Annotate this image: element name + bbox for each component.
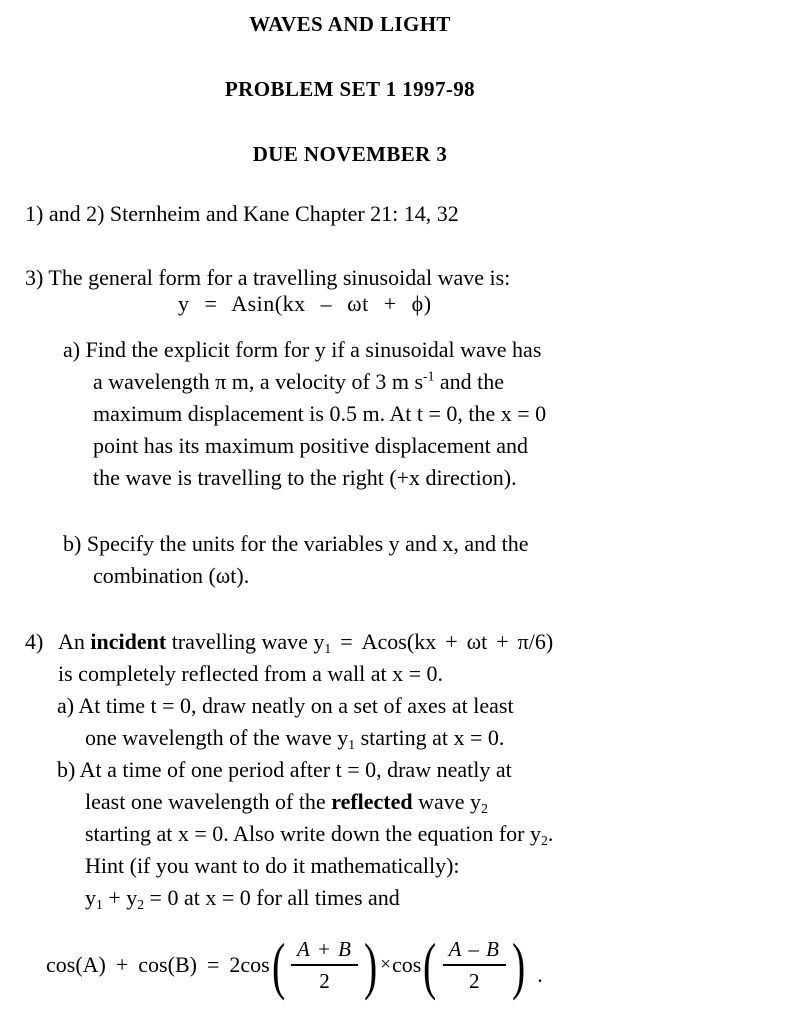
eq-plus-operator: + [383, 291, 397, 316]
eq4-plus-1: + [445, 629, 458, 654]
item-4b-line-3 [85, 818, 553, 850]
equation-general-wave [178, 288, 432, 320]
item-3b-text-1: Specify the units for the variables y and x, and the [86, 531, 529, 556]
problem-item-3-stem: 3) The general form for a travelling sinusoidal wave is: [25, 265, 511, 290]
problem-item-3a [63, 334, 546, 494]
wave-subscript-2b: 2 [541, 832, 548, 848]
item-4a-label: a) [57, 693, 75, 718]
trig-second-cos: cos [392, 952, 422, 977]
problem-item-4b [57, 754, 553, 914]
item-4b-keyword-reflected: reflected [331, 789, 413, 814]
trig-plus-operator: + [115, 952, 129, 977]
item-4b-text-2-pre: least one wavelength of the [85, 789, 332, 814]
course-title: WAVES AND LIGHT [249, 12, 451, 36]
eq-rhs-prefix: Asin(kx [231, 291, 306, 316]
fraction-2-numerator [443, 937, 506, 963]
item-4b-line-2 [85, 786, 553, 818]
item-4b-text-3-post: . [547, 821, 554, 846]
eq-minus-operator: – [320, 291, 333, 316]
item-4b-text-3-pre: starting at x = 0. Also write down the equation for y [85, 821, 541, 846]
fraction-a-minus-b [443, 937, 506, 994]
fraction-2-denominator: 2 [469, 968, 480, 993]
item-4-number: 4) [25, 629, 44, 654]
bc-subscript-1: 1 [96, 896, 103, 912]
item-3a-text-1: Find the explicit form for y if a sinusoidal wave has [85, 337, 542, 362]
paren-open-1: ( [271, 930, 285, 1002]
eq-omega-t: ωt [347, 291, 369, 316]
eq4-lhs-y: y [313, 629, 325, 654]
multiplication-icon: × [380, 954, 391, 975]
trig-two-cos: 2cos [229, 952, 270, 977]
frac2-a: A [448, 936, 463, 961]
eq-equals: = [204, 291, 218, 316]
item-3a-line-5: the wave is travelling to the right (+x direction). [93, 465, 517, 490]
trailing-period: . [537, 962, 543, 987]
equation-trig-identity [46, 925, 543, 1005]
item-4b-label: b) [57, 757, 76, 782]
wave-subscript-2: 2 [481, 800, 488, 816]
trig-lhs-cos-b: cos(B) [138, 952, 197, 977]
item-3a-text-2-pre: a wavelength π m, a velocity of 3 m s [93, 369, 424, 394]
trig-equals: = [206, 952, 220, 977]
bc-subscript-2: 2 [137, 896, 145, 912]
equation-incident-wave [313, 629, 553, 654]
item-4a-text-1: At time t = 0, draw neatly on a set of axes at least [78, 693, 514, 718]
item-4a-text-2-pre: one wavelength of the wave y [85, 725, 349, 750]
item-4-line-1 [25, 626, 553, 658]
fraction-2-bar [443, 964, 506, 966]
item-4a-line-1 [57, 690, 514, 722]
item-4b-text-2-post: wave y [412, 789, 482, 814]
eq4-rhs-prefix: Acos(kx [361, 629, 437, 654]
item-3a-text-2-post: and the [434, 369, 505, 394]
problem-item-4a [57, 690, 514, 754]
item-3b-label: b) [63, 531, 82, 556]
eq4-equals: = [340, 629, 353, 654]
item-3a-label: a) [63, 337, 81, 362]
item-4a-text-2-post: starting at x = 0. [355, 725, 505, 750]
unit-exponent: -1 [423, 368, 435, 384]
frac1-operator: + [316, 936, 332, 961]
item-4-line-2: is completely reflected from a wall at x = 0. [58, 661, 444, 686]
item-3a-line-4: point has its maximum positive displacement and [93, 433, 529, 458]
frac2-operator: – [468, 936, 480, 961]
item-3a-line-1 [63, 334, 546, 366]
item-3a-line-3: maximum displacement is 0.5 m. At t = 0, the x = 0 [93, 401, 547, 426]
eq-phi-term: ϕ) [411, 291, 432, 316]
item-4b-boundary-condition [85, 882, 553, 914]
frac1-a: A [297, 936, 311, 961]
fraction-1-denominator: 2 [319, 968, 330, 993]
item-4-stem-pre: An [58, 629, 91, 654]
fraction-a-plus-b [291, 937, 358, 994]
eq4-subscript-1: 1 [324, 640, 332, 656]
item-3b-line-2: combination (ωt). [93, 563, 250, 588]
problem-item-4-stem [25, 626, 553, 690]
problem-item-3b [63, 528, 529, 592]
item-4b-text-1: At a time of one period after t = 0, draw neatly at [79, 757, 512, 782]
eq4-omega-t: ωt [466, 629, 488, 654]
problem-item-1-2: 1) and 2) Sternheim and Kane Chapter 21: 14, 32 [25, 201, 459, 226]
trig-lhs-cos-a: cos(A) [46, 952, 106, 977]
frac1-b: B [338, 936, 352, 961]
wave-subscript-1: 1 [348, 736, 356, 752]
bc-mid: + y [102, 885, 138, 910]
assignment-title: PROBLEM SET 1 1997-98 [224, 77, 476, 101]
fraction-1-bar [291, 964, 358, 966]
paren-close-2: ) [511, 930, 526, 1002]
frac2-b: B [486, 936, 500, 961]
paren-open-2: ( [423, 930, 437, 1002]
fraction-1-numerator [291, 937, 358, 963]
item-3b-line-1 [63, 528, 529, 560]
item-4a-line-2 [85, 722, 514, 754]
bc-y: y [85, 885, 96, 910]
item-4-keyword-incident: incident [90, 629, 167, 654]
item-4-stem-post: travelling wave [166, 629, 314, 654]
item-3a-line-2 [93, 366, 546, 398]
eq4-phase-term: π/6) [517, 629, 554, 654]
item-4b-line-1 [57, 754, 553, 786]
eq4-plus-2: + [496, 629, 509, 654]
eq-lhs-y: y [178, 291, 190, 316]
paren-close-1: ) [364, 930, 378, 1002]
bc-post: = 0 at x = 0 for all times and [144, 885, 400, 910]
item-4b-hint-line: Hint (if you want to do it mathematically): [85, 853, 460, 878]
due-date-heading: DUE NOVEMBER 3 [252, 142, 448, 166]
